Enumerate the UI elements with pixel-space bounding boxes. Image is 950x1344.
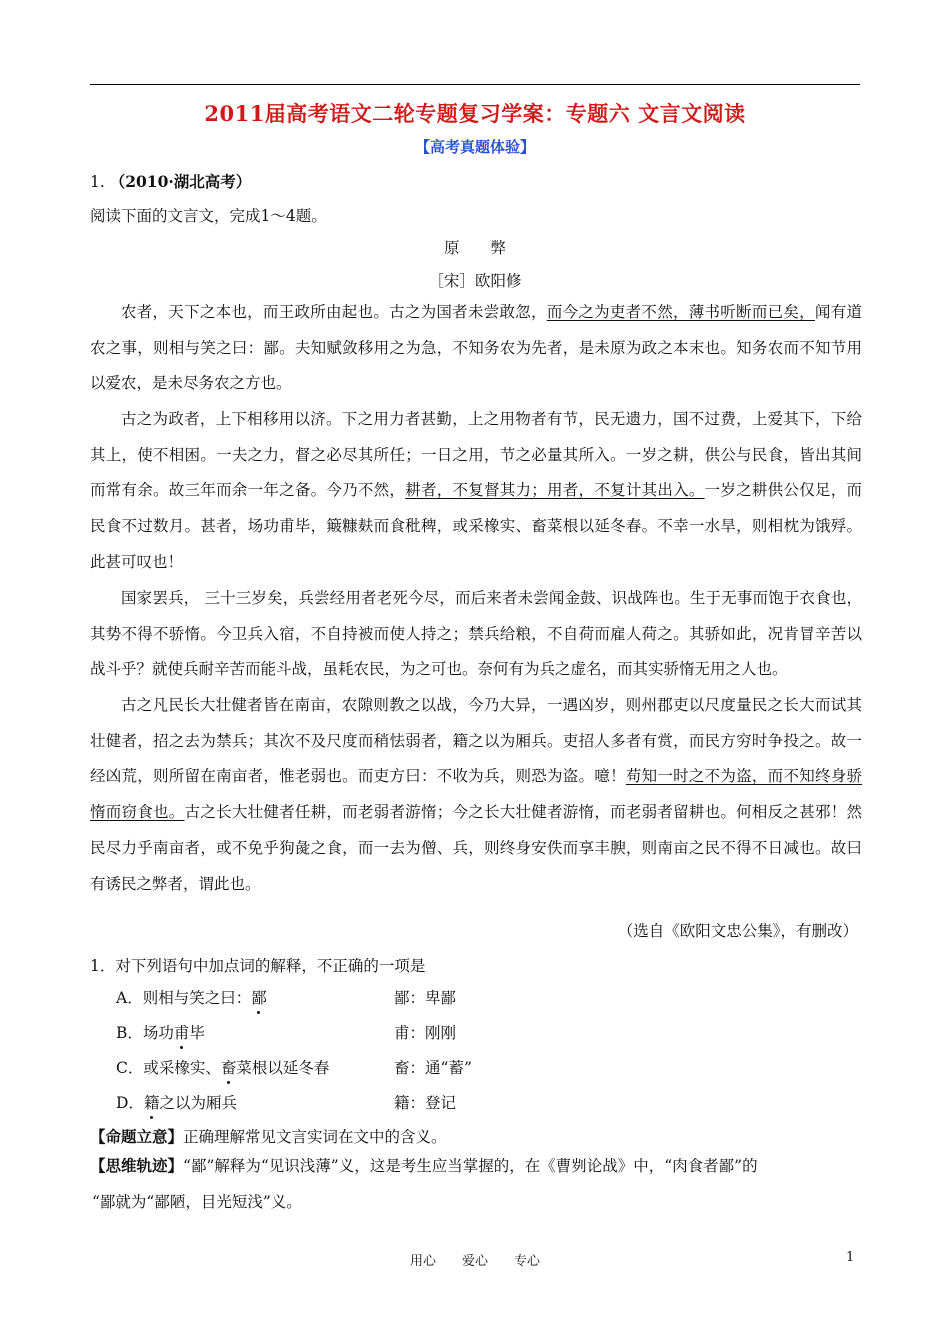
section-heading: 【高考真题体验】 bbox=[414, 138, 535, 156]
page-number: 1 bbox=[846, 1250, 855, 1265]
option-d: D．籍之以为厢兵 bbox=[116, 1094, 237, 1112]
passage-title: 原 弊 bbox=[443, 239, 506, 257]
underlined-sentence: 耕者，不复督其力；用者，不复计其出入。 bbox=[405, 481, 705, 500]
passage-paragraph-1: 农者，天下之本也，而王政所由起也。古之为国者未尝敢忽，而今之为吏者不然，薄书听断而已矣，闻有道农之事，则相与笑之曰：鄙。夫知赋敛移用之为急，不知务农为先者，是未原为政之本末也。知务农而不知节用以爱农，是未尽务农之方也。 bbox=[90, 303, 862, 393]
option-b-gloss: 甫：刚刚 bbox=[394, 1024, 457, 1042]
intent-line: 【命题立意】正确理解常见文言实词在文中的含义。 bbox=[90, 1127, 447, 1146]
option-c: C．或采橡实、畜菜根以延冬春 bbox=[116, 1059, 330, 1077]
option-b: B．场功甫毕 bbox=[116, 1024, 205, 1042]
question-number: 1. bbox=[90, 173, 105, 191]
question-source: （2010·湖北高考） bbox=[109, 172, 252, 191]
passage-author: ［宋］欧阳修 bbox=[428, 272, 522, 290]
intent-tag: 【命题立意】 bbox=[90, 1127, 184, 1146]
option-a-gloss: 鄙：卑鄙 bbox=[394, 989, 457, 1007]
thinking-line: 【思维轨迹】“鄙”解释为“见识浅薄”义，这是考生应当掌握的，在《曹刿论战》中，“肉食者鄙”的 bbox=[90, 1156, 758, 1175]
underlined-sentence: 苟知一时之不为盗，而不知终身骄惰而窃食也。 bbox=[90, 767, 862, 822]
passage-source-note: （选自《欧阳文忠公集》，有删改） bbox=[617, 922, 858, 940]
option-c-gloss: 畜：通“蓄” bbox=[394, 1059, 472, 1077]
thinking-line-2: “鄙就为“鄙陋，目光短浅”义。 bbox=[92, 1193, 302, 1211]
passage-paragraph-2: 古之为政者，上下相移用以济。下之用力者甚勤，上之用物者有节，民无遗力，国不过费，上爱其下，下给其上，使不相困。一夫之力，督之必尽其所任；一日之用，节之必量其所入。一岁之耕，供公与民食，皆出其间而常有余。故三年而余一年之备。今乃不然，耕者，不复督其力；用者，不复计其出入。一岁之耕供公仅足，而民食不过数月。甚者，场功甫毕，簸糠麸而食秕稗，或采橡实、畜菜根以延冬春。不幸一水旱，则相枕为饿殍。此甚可叹也！ bbox=[90, 410, 862, 571]
document-title: 2011届高考语文二轮专题复习学案：专题六 文言文阅读 bbox=[204, 101, 746, 126]
question-header bbox=[90, 172, 251, 192]
page-footer: 用心 爱心 专心 bbox=[409, 1254, 540, 1269]
passage-paragraph-4: 古之凡民长大壮健者皆在南亩，农隙则教之以战，今乃大异，一遇凶岁，则州郡吏以尺度量民之长大而试其壮健者，招之去为禁兵；其次不及尺度而稍怯弱者，籍之以为厢兵。吏招人多者有赏，而民方穷时争投之。故一经凶荒，则所留在南亩者，惟老弱也。而吏方曰：不收为兵，则恐为盗。噫！苟知一时之不为盗，而不知终身骄惰而窃食也。古之长大壮健者任耕，而老弱者游惰；今之长大壮健者游惰，而老弱者留耕也。何相反之甚邪！然民尽力乎南亩者，或不免乎狗彘之食，而一去为僧、兵，则终身安佚而享丰腴，则南亩之民不得不日减也。故曰有诱民之弊者，谓此也。 bbox=[90, 696, 862, 893]
header-rule bbox=[90, 84, 860, 85]
option-a: A．则相与笑之曰：鄙 bbox=[116, 989, 267, 1007]
passage-paragraph-3: 国家罢兵， 三十三岁矣，兵尝经用者老死今尽，而后来者未尝闻金鼓、识战阵也。生于无事而饱于衣食也，其势不得不骄惰。今卫兵入宿，不自持被而使人持之；禁兵给粮，不自荷而雇人荷之。其骄如此，况肯冒辛苦以战斗乎？就使兵耐辛苦而能斗战，虽耗农民，为之可也。奈何有为兵之虚名，而其实骄惰无用之人也。 bbox=[90, 589, 862, 679]
sub-question-stem: 1．对下列语句中加点词的解释，不正确的一项是 bbox=[90, 957, 426, 975]
question-instruction: 阅读下面的文言文，完成1～4题。 bbox=[90, 207, 327, 225]
option-d-gloss: 籍：登记 bbox=[394, 1094, 457, 1112]
thinking-tag: 【思维轨迹】 bbox=[90, 1156, 184, 1175]
underlined-sentence: 而今之为吏者不然，薄书听断而已矣， bbox=[546, 303, 815, 321]
